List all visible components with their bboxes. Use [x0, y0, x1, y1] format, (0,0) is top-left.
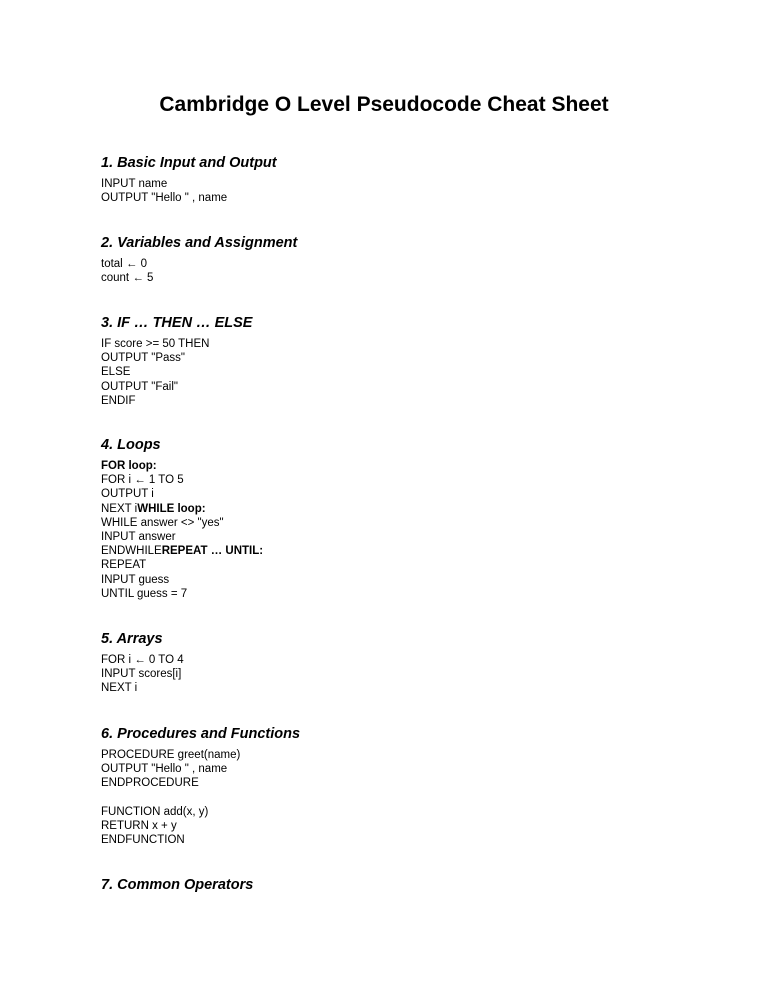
code-block [101, 337, 701, 408]
section-loops [101, 436, 701, 601]
section-heading: 2. Variables and Assignment [101, 235, 298, 251]
code-block [101, 177, 701, 205]
code-block [101, 257, 701, 285]
code-block [101, 748, 701, 847]
code-line: ENDIF [101, 394, 136, 407]
code-line: NEXT i [101, 682, 138, 695]
code-line: OUTPUT "Hello " , name [101, 192, 228, 205]
code-line: WHILE answer <> "yes" [101, 516, 224, 529]
repeat-until-label: REPEAT … UNTIL: [161, 545, 264, 558]
code-line [101, 544, 701, 558]
code-line: IF score >= 50 THEN [101, 338, 210, 350]
section-heading: 4. Loops [101, 437, 161, 453]
while-loop-label: WHILE loop: [137, 502, 206, 515]
for-loop-label: FOR loop: [101, 460, 157, 472]
code-line: OUTPUT i [101, 488, 154, 501]
code-text: ENDWHILE [101, 545, 162, 558]
section-variables-assignment [101, 234, 701, 285]
code-line: ENDFUNCTION [101, 834, 185, 847]
code-line: PROCEDURE greet(name) [101, 749, 241, 761]
code-line: INPUT scores[i] [101, 668, 182, 681]
code-line: FOR i ← 1 TO 5 [101, 474, 184, 487]
section-heading: 3. IF … THEN … ELSE [101, 315, 253, 331]
section-heading: 5. Arrays [101, 631, 163, 647]
section-input-output [101, 154, 701, 205]
code-line: INPUT guess [101, 573, 170, 586]
section-heading: 7. Common Operators [101, 877, 254, 893]
section-common-operators [101, 876, 701, 894]
code-line: FUNCTION add(x, y) [101, 805, 209, 818]
code-line: ELSE [101, 366, 131, 379]
code-line: ENDPROCEDURE [101, 777, 199, 790]
blank-line [101, 791, 701, 805]
section-procedures-functions [101, 725, 701, 847]
code-line: UNTIL guess = 7 [101, 587, 188, 600]
section-if-then-else [101, 314, 701, 408]
code-line: OUTPUT "Fail" [101, 380, 178, 393]
section-arrays [101, 630, 701, 696]
section-heading: 6. Procedures and Functions [101, 726, 301, 742]
code-line: REPEAT [101, 559, 147, 572]
code-line: RETURN x + y [101, 820, 177, 832]
code-block [101, 459, 701, 601]
code-line: INPUT name [101, 178, 168, 190]
code-line: total ← 0 [101, 258, 148, 270]
code-line [101, 502, 701, 516]
code-line: count ← 5 [101, 272, 154, 285]
code-block [101, 653, 701, 696]
code-line: FOR i ← 0 TO 4 [101, 654, 184, 666]
code-line: OUTPUT "Pass" [101, 352, 185, 365]
code-line: INPUT answer [101, 531, 176, 544]
code-text: NEXT i [101, 502, 138, 515]
section-heading: 1. Basic Input and Output [101, 155, 277, 171]
code-line: OUTPUT "Hello " , name [101, 763, 228, 776]
document-title: Cambridge O Level Pseudocode Cheat Sheet [159, 93, 609, 116]
